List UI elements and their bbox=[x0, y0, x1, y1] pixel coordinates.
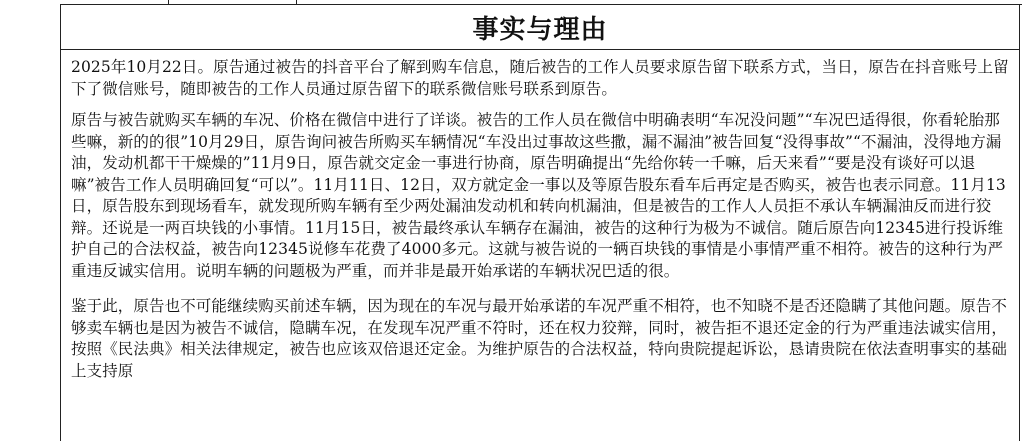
paragraph-2: 原告与被告就购买车辆的车况、价格在微信中进行了详谈。被告的工作人员在微信中明确表明“车况没问题”“车况巴适得很，你看轮胎那些嘛，新的的很”10月29日，原告询问被告所购买车辆情况“车没出过事故这些撒，漏不漏油”被告回复“没得事故”“不漏油，没得地方漏油，发动机都干干燥燥的”11月9日，原告就交定金一事进行协商，原告明确提出“先给你转一千嘛，后天来看”“要是没有谈好可以退嘛”被告工作人员明确回复“可以”。11月11日、12日，双方就定金一事以及等原告股东看车后再定是否购买，被告也表示同意。11月13日，原告股东到现场看车，就发现所购车辆有至少两处漏油发动机和转向机漏油，但是被告的工作人人员拒不承认车辆漏油反而进行狡辩。还说是一两百块钱的小事情。11月15日，被告最终承认车辆存在漏油，被告的这种行为极为不诚信。随后原告向12345进行投诉维护自己的合法权益，被告向12345说修车花费了4000多元。这就与被告说的一辆百块钱的事情是小事情严重不相符。被告的这种行为严重违反诚实信用。说明车辆的问题极为严重，而并非是最开始承诺的车辆状况巴适的很。 bbox=[71, 111, 1006, 280]
section-body bbox=[71, 57, 1011, 396]
title-divider bbox=[61, 49, 1019, 50]
paragraph-1: 2025年10月22日。原告通过被告的抖音平台了解到购车信息，随后被告的工作人员要求原告留下联系方式，当日，原告在抖音账号上留下了微信账号，随即被告的工作人员通过原告留下的联系微信账号联系到原告。 bbox=[71, 58, 1009, 98]
facts-and-reasons-section bbox=[60, 4, 1020, 441]
paragraph-3: 鉴于此，原告也不可能继续购买前述车辆，因为现在的车况与最开始承诺的车况严重不相符，也不知晓不是否还隐瞒了其他问题。原告不够卖车辆也是因为被告不诚信，隐瞒车况，在发现车况严重不符时，还在权力狡辩，同时，被告拒不退还定金的行为严重违法诚实信用，按照《民法典》相关法律规定，被告也应该双倍退还定金。为维护原告的合法权益，特向贵院提起诉讼，恳请贵院在依法查明事实的基础上支持原 bbox=[71, 297, 1008, 380]
section-title: 事实与理由 bbox=[472, 15, 608, 45]
